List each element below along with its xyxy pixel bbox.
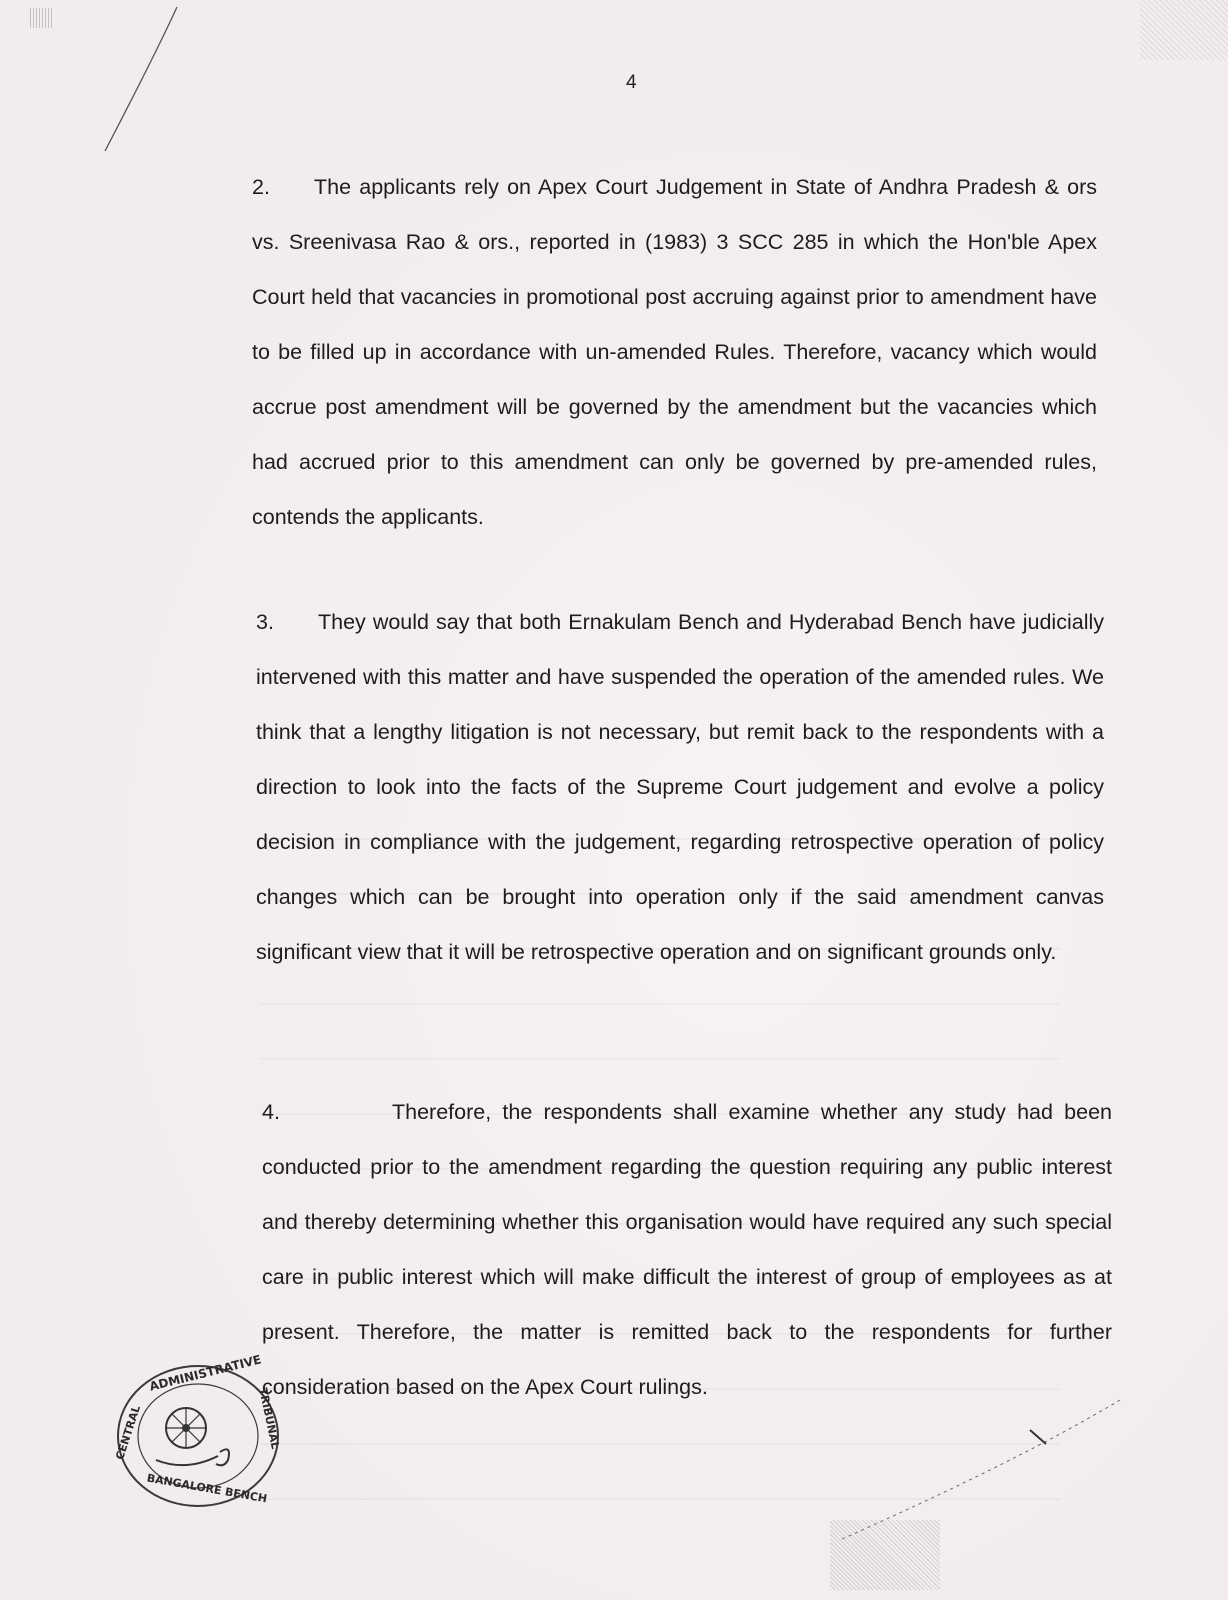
paragraph-text: They would say that both Ernakulam Bench and Hyderabad Bench have judicially intervened with this matter and have suspended the operation of the amended rules. We think that a lengthy litigation is not necessary, but remit back to the respondents with a direction to look into the facts of the Supreme Court judgement and evolve a policy decision in compliance with the judgement, regarding retrospective operation of policy changes which can be brought into operation only if the said amendment canvas significant view that it will be retrospective operation and on significant grounds only. bbox=[256, 610, 1104, 964]
paragraph-2 bbox=[252, 160, 1097, 545]
page-number: 4 bbox=[626, 72, 637, 93]
seal-top-text: ADMINISTRATIVE bbox=[148, 1352, 263, 1394]
scan-noise bbox=[30, 8, 54, 28]
seal-right-text: TRIBUNAL bbox=[256, 1386, 282, 1451]
scan-noise bbox=[830, 1520, 940, 1590]
paragraph-text: The applicants rely on Apex Court Judgement in State of Andhra Pradesh & ors vs. Sreenivasa Rao & ors., reported in (1983) 3 SCC 285 in which the Hon'ble Apex Court held that vacancies in promotional post accruing against prior to amendment have to be filled up in accordance with un-amended Rules. Therefore, vacancy which would accrue post amendment will be governed by the amendment but the vacancies which had accrued prior to this amendment can only be governed by pre-amended rules, contends the applicants. bbox=[252, 175, 1097, 529]
seal-left-text: CENTRAL bbox=[113, 1403, 144, 1462]
paragraph-number: 3. bbox=[256, 610, 274, 634]
scan-noise bbox=[1140, 0, 1228, 60]
paragraph-number: 2. bbox=[252, 175, 270, 199]
court-seal-stamp bbox=[110, 1352, 286, 1512]
scan-pen-stroke bbox=[95, 5, 185, 155]
paragraph-4 bbox=[262, 1085, 1112, 1415]
paragraph-number: 4. bbox=[262, 1100, 280, 1124]
seal-bottom-text: BANGALORE BENCH bbox=[145, 1471, 269, 1506]
paragraph-3 bbox=[256, 595, 1104, 980]
paragraph-text: Therefore, the respondents shall examine whether any study had been conducted prior to the amendment regarding the question requiring any public interest and thereby determining whether this organisation would have required any such special care in public interest which will make difficult the interest of group of employees as at present. Therefore, the matter is remitted back to the respondents for further consideration based on the Apex Court rulings. bbox=[262, 1100, 1112, 1399]
